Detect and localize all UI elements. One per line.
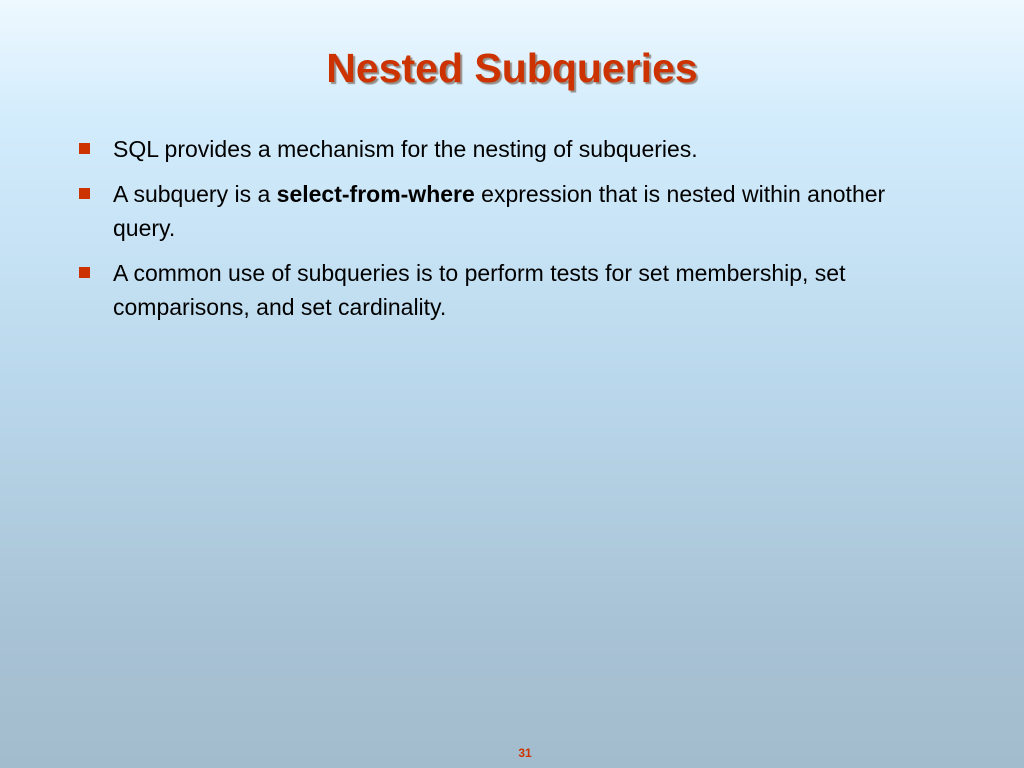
bullet-text-after: expression that is nested within another query. — [113, 181, 886, 241]
bullet-text: A common use of subqueries is to perform tests for set membership, set comparisons, and set cardinality. — [113, 260, 846, 320]
bullet-term-bold: select-from-where — [276, 181, 475, 207]
square-bullet-icon — [79, 143, 90, 154]
bullet-text-before: A subquery is a — [113, 181, 277, 207]
bullet-item-nesting — [76, 132, 916, 166]
bullet-item-common-use — [76, 256, 916, 324]
slide-title: Nested Subqueries — [326, 45, 698, 91]
page-number: 31 — [518, 746, 532, 760]
bullet-list — [76, 132, 916, 335]
square-bullet-icon — [79, 267, 90, 278]
bullet-text: SQL provides a mechanism for the nesting of subqueries. — [113, 136, 698, 162]
square-bullet-icon — [79, 188, 90, 199]
bullet-item-definition — [76, 177, 916, 245]
